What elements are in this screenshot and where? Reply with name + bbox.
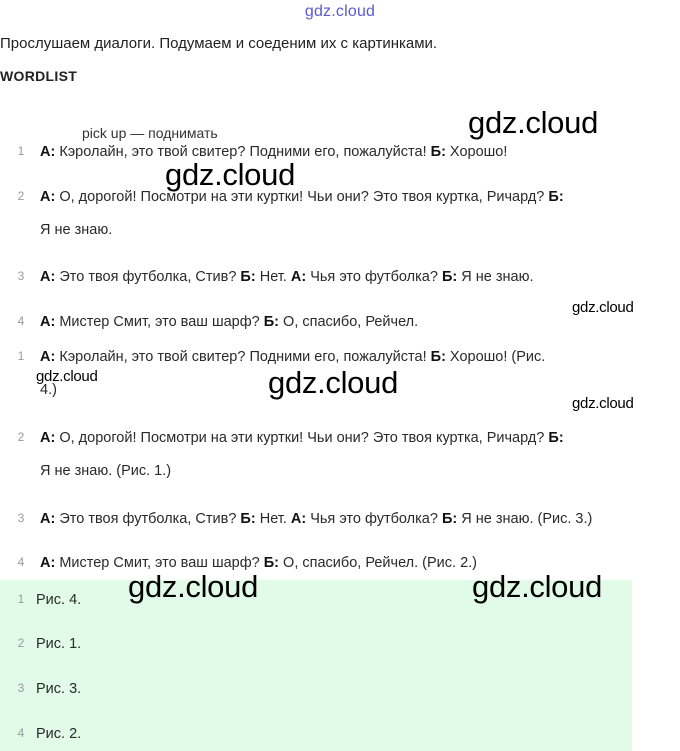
answer-text: Рис. 4. [36,592,82,608]
item-number: 4 [17,555,25,569]
dialogue-text: А: О, дорогой! Посмотри на эти куртки! Чьи они? Это твоя куртка, Ричард? Б: [40,430,564,446]
watermark: gdz.cloud [36,368,98,385]
wordlist-heading: WORDLIST [0,68,78,84]
dialogue-text-continued: 4.) [40,382,57,398]
wordlist-partial-line: pick up — поднимать [82,125,218,141]
item-number: 2 [17,189,25,203]
dialogue-text: А: Мистер Смит, это ваш шарф? Б: О, спасибо, Рейчел. [40,314,419,330]
item-number: 1 [17,349,25,363]
item-number: 1 [17,144,25,158]
watermark: gdz.cloud [472,569,603,604]
watermark: gdz.cloud [572,395,634,412]
dialogue-text: А: Кэролайн, это твой свитер? Подними его, пожалуйста! Б: Хорошо! [40,144,508,160]
dialogue-text: А: Мистер Смит, это ваш шарф? Б: О, спасибо, Рейчел. (Рис. 2.) [40,555,478,571]
watermark: gdz.cloud [128,569,259,604]
task-instruction: Прослушаем диалоги. Подумаем и соеденим их с картинками. [0,35,438,52]
dialogue-text: А: Это твоя футболка, Стив? Б: Нет. А: Чья это футболка? Б: Я не знаю. (Рис. 3.) [40,511,593,527]
item-number: 4 [17,314,25,328]
item-number: 2 [17,636,25,650]
watermark: gdz.cloud [165,157,296,192]
answer-text: Рис. 2. [36,726,82,742]
item-number: 3 [17,269,25,283]
watermark: gdz.cloud [572,299,634,316]
item-number: 3 [17,511,25,525]
item-number: 3 [17,681,25,695]
watermark: gdz.cloud [468,105,599,140]
item-number: 1 [17,592,25,606]
site-logo[interactable]: gdz.cloud [304,3,376,20]
answer-text: Рис. 3. [36,681,82,697]
watermark: gdz.cloud [268,365,399,400]
dialogue-text: А: О, дорогой! Посмотри на эти куртки! Чьи они? Это твоя куртка, Ричард? Б: [40,189,564,205]
answer-text: Рис. 1. [36,636,82,652]
item-number: 4 [17,726,25,740]
dialogue-text-continued: Я не знаю. [40,222,113,238]
dialogue-text: А: Это твоя футболка, Стив? Б: Нет. А: Чья это футболка? Б: Я не знаю. [40,269,534,285]
dialogue-text: А: Кэролайн, это твой свитер? Подними его, пожалуйста! Б: Хорошо! (Рис. [40,349,546,365]
dialogue-text-continued: Я не знаю. (Рис. 1.) [40,463,172,479]
item-number: 2 [17,430,25,444]
answer-box [0,580,632,751]
